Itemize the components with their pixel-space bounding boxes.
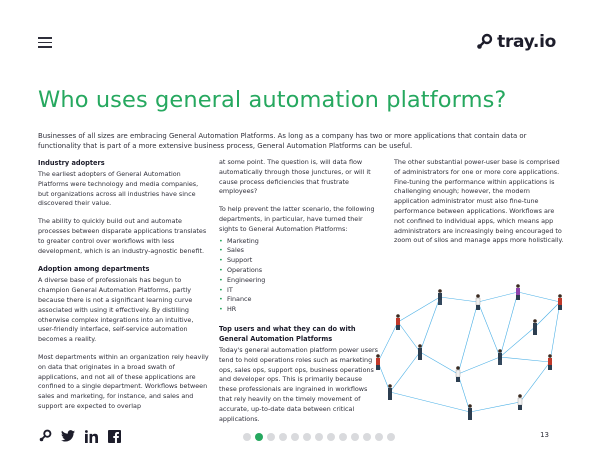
column-3 [394,158,564,254]
pagination-dot[interactable] [303,433,311,441]
people-network-illustration [360,262,575,422]
person-figures [376,284,562,420]
pagination-dot[interactable] [387,433,395,441]
footer-social-icons [38,429,121,443]
pagination-dot[interactable] [315,433,323,441]
logo-text: tray.io [497,32,556,52]
pagination-dot[interactable] [267,433,275,441]
section-heading-departments: Adoption among departments [38,265,150,274]
list-item: • Engineering [219,276,379,286]
paragraph: A diverse base of professionals has begun to champion General Automation Platforms, partly because there is not a significant learning curve associated with using it effectively. By distilling otherwise complex integrations into an intuitive, user-friendly interface, self-service automation becomes a reality. [38,276,194,344]
tray-logo-icon[interactable] [38,429,52,443]
network-lines [378,292,560,412]
tray-logo-icon [475,33,493,51]
twitter-icon[interactable] [61,429,75,443]
column-1 [38,158,210,420]
paragraph: The ability to quickly build out and automate processes between disparate applications translates to greater control over workflows with less development, which is an industry-agnostic benefit. [38,217,207,255]
list-item: • HR [219,305,379,315]
departments-list [219,237,379,315]
list-item: • Support [219,256,379,266]
tray-logo[interactable] [475,32,556,52]
page-number: 13 [540,431,549,439]
paragraph: Most departments within an organization rely heavily on data that originates in a broad swath of applications, and not all of these applications are confined to a single department. Workflows between sales and marketing, for instance, and sales and support are expected to overlap [38,352,209,410]
paragraph: To help prevent the latter scenario, the following departments, in particular, have turned their sights to General Automation Platforms: [219,205,375,233]
pagination-dot[interactable] [243,433,251,441]
linkedin-icon[interactable] [84,429,98,443]
intro-paragraph: Businesses of all sizes are embracing General Automation Platforms. As long as a company has two or more applications that contain data or functionality that is part of a more extensive business process, General Automation Platforms can be useful. [38,132,527,151]
pagination-dot[interactable] [291,433,299,441]
hamburger-menu-icon[interactable] [38,37,52,48]
paragraph: at some point. The question is, will data flow automatically through those junctures, or will it cause process deficiencies that frustrate employees? [219,158,371,196]
paragraph: The earliest adopters of General Automation Platforms were technology and media companies, but organizations across all industries have since discovered their value. [38,170,199,208]
list-item: • Sales [219,246,379,256]
pagination-dot[interactable] [351,433,359,441]
pagination-dot[interactable] [327,433,335,441]
section-heading-top-users: Top users and what they can do with General Automation Platforms [219,324,356,343]
list-item: • IT [219,286,379,296]
pagination-dot[interactable] [375,433,383,441]
pagination-dots [243,433,395,441]
pagination-dot[interactable] [279,433,287,441]
section-heading-industry: Industry adopters [38,159,105,167]
list-item: • Marketing [219,237,379,247]
facebook-icon[interactable] [107,429,121,443]
column-2 [219,158,379,432]
paragraph: Today's general automation platform power users tend to hold operations roles such as marketing ops, sales ops, support ops, business operations and developer ops. This is primarily because these professionals are ingrained in workflows that rely heavily on the timely movement of accurate, up-to-date data between critical applications. [219,345,378,423]
list-item: • Operations [219,266,379,276]
pagination-dot[interactable] [255,433,263,441]
pagination-dot[interactable] [339,433,347,441]
paragraph: The other substantial power-user base is comprised of administrators for one or more core applications. Fine-tuning the performance within applications is challenging enough; however, the modern application administrator must also fine-tune performance between applications. Workflows are not confined to individual apps, which means app administrators are increasingly being encouraged to zoom out of silos and manage apps more holistically. [394,158,564,245]
page-title: Who uses general automation platforms? [38,87,507,113]
pagination-dot[interactable] [363,433,371,441]
list-item: • Finance [219,295,379,305]
